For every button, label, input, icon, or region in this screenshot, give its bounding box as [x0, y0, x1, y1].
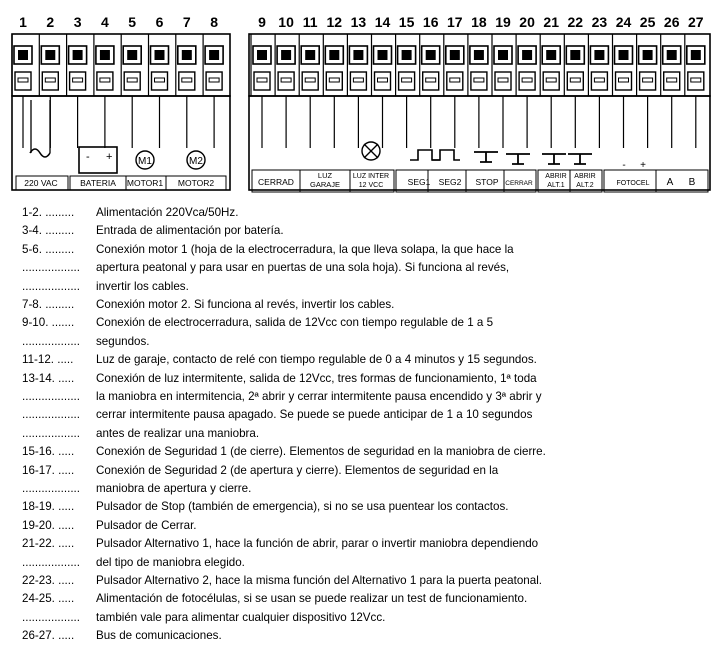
- legend-row: [0, 556, 719, 572]
- legend-row: [0, 390, 719, 406]
- terminal-number: 1: [19, 14, 27, 30]
- legend-row: [0, 408, 719, 424]
- legend-key: 3-4. .........: [22, 224, 75, 238]
- legend-text: Alimentación de fotocélulas, si se usan se puede realizar un test de funcionamiento.: [96, 592, 528, 606]
- legend-row: [0, 353, 719, 369]
- terminal-number: 6: [155, 14, 164, 30]
- legend-key: ..................: [22, 390, 80, 403]
- legend-row: [0, 519, 719, 535]
- legend-text: invertir los cables.: [96, 279, 189, 293]
- terminal-number: 4: [101, 14, 109, 30]
- terminal-number: 19: [495, 14, 511, 30]
- legend-row: [0, 316, 719, 332]
- legend-row: [0, 537, 719, 553]
- legend-text: antes de realizar una maniobra.: [96, 426, 260, 440]
- terminal-number: 7: [182, 14, 191, 30]
- legend-text: Bus de comunicaciones.: [96, 629, 222, 643]
- legend-text: apertura peatonal y para usar en puertas de una sola hoja). Si funciona al revés,: [96, 261, 510, 275]
- terminal-number: 3: [73, 14, 82, 30]
- legend-row: [0, 574, 719, 590]
- legend-row: [0, 298, 719, 314]
- battery-minus-label: -: [86, 151, 90, 163]
- legend-row: [0, 261, 719, 277]
- terminal-number: 25: [639, 14, 656, 30]
- label-luz-garaje-1: LUZ: [317, 171, 333, 180]
- legend-text: Conexión de electrocerradura, salida de 12Vcc con tiempo regulable de 1 a 5: [96, 316, 494, 330]
- legend-text: Alimentación 220Vca/50Hz.: [96, 206, 239, 219]
- legend-row: [0, 224, 719, 240]
- label-220vac: 220 VAC: [24, 178, 58, 188]
- label-abrir-alt2-2: ALT.2: [576, 182, 594, 189]
- legend-row: [0, 464, 719, 480]
- terminal-number: 23: [591, 14, 608, 30]
- legend-row: [0, 500, 719, 516]
- terminal-number: 17: [447, 14, 463, 30]
- legend-key: ..................: [22, 261, 80, 275]
- label-cerrad: CERRAD: [258, 177, 294, 187]
- legend-text: también vale para alimentar cualquier dispositivo 12Vcc.: [96, 610, 386, 624]
- terminal-number: 27: [688, 14, 704, 30]
- legend-key: ..................: [22, 408, 80, 422]
- legend-key: 5-6. .........: [22, 242, 75, 256]
- legend-key: 19-20. .....: [22, 518, 75, 532]
- terminal-number: 9: [258, 14, 266, 30]
- legend-key: 26-27. .....: [22, 629, 75, 643]
- legend-key: 7-8. .........: [22, 298, 75, 311]
- legend-text: Conexión motor 1 (hoja de la electrocerradura, la que lleva solapa, la que hace la: [96, 242, 514, 256]
- motor2-label: M2: [189, 156, 203, 167]
- legend-row: [0, 372, 719, 388]
- terminal-number: 13: [350, 14, 367, 30]
- legend-text: Conexión de Seguridad 1 (de cierre). Elementos de seguridad en la maniobra de cierre.: [96, 445, 546, 459]
- legend-text: Conexión de Seguridad 2 (de apertura y cierre). Elementos de seguridad en la: [96, 463, 499, 477]
- label-luz-garaje-2: GARAJE: [309, 180, 341, 189]
- legend-row: [0, 206, 719, 222]
- legend-key: 9-10. .......: [22, 316, 75, 330]
- legend-row: [0, 592, 719, 608]
- terminal-number: 2: [46, 14, 55, 30]
- legend-key: 15-16. .....: [22, 445, 75, 459]
- terminal-number: 14: [374, 14, 391, 30]
- terminal-number: 20: [519, 14, 535, 30]
- legend-key: ..................: [22, 279, 80, 293]
- legend-row: [0, 427, 719, 443]
- legend-key: 24-25. .....: [22, 592, 75, 606]
- legend-text: Conexión de luz intermitente, salida de 12Vcc, tres formas de funcionamiento, 1ª toda: [96, 371, 537, 385]
- legend-key: 13-14. .....: [22, 371, 75, 385]
- label-luz-inter-2: 12 VCC: [358, 182, 384, 189]
- legend-key: 1-2. .........: [22, 206, 75, 219]
- legend-text: del tipo de maniobra elegido.: [96, 555, 245, 569]
- legend-row: [0, 482, 719, 498]
- motor1-label: M1: [138, 156, 152, 167]
- legend-text: Pulsador Alternativo 2, hace la misma función del Alternativo 1 para la puerta peatonal.: [96, 574, 542, 587]
- legend-key: 18-19. .....: [22, 500, 75, 514]
- label-stop: STOP: [475, 177, 499, 187]
- terminal-number: 11: [302, 14, 318, 30]
- label-motor2: MOTOR2: [177, 178, 215, 188]
- label-motor1: MOTOR1: [126, 178, 164, 188]
- legend-key: ..................: [22, 482, 80, 495]
- battery-plus-label: +: [106, 151, 113, 163]
- legend-key: ..................: [22, 555, 80, 569]
- terminal-number: 8: [210, 14, 218, 30]
- legend-text: Luz de garaje, contacto de relé con tiempo regulable de 0 a 4 minutos y 15 segundos.: [96, 353, 537, 367]
- terminal-number: 24: [615, 14, 632, 30]
- legend-row: [0, 243, 719, 259]
- legend-text: segundos.: [96, 334, 150, 348]
- legend-row: [0, 629, 719, 645]
- legend-key: ..................: [22, 610, 80, 624]
- label-abrir-alt1-1: ABRIR: [545, 173, 567, 180]
- legend-text: la maniobra en intermitencia, 2ª abrir y cerrar intermitente pausa encendido y 3ª abrir y: [96, 390, 542, 403]
- legend-row: [0, 445, 719, 461]
- terminal-number: 12: [326, 14, 343, 30]
- label-luz-inter-1: LUZ INTER: [352, 173, 390, 180]
- terminal-number: 18: [471, 14, 487, 30]
- terminal-number: 21: [543, 14, 559, 30]
- label-abrir-alt2-1: ABRIR: [574, 173, 596, 180]
- terminal-number: 5: [128, 14, 137, 30]
- legend-row: [0, 335, 719, 351]
- legend-row: [0, 611, 719, 627]
- fotocel-plus-label: +: [640, 160, 646, 171]
- label-bateria: BATERIA: [80, 178, 116, 188]
- label-cerrar: CERRAR: [505, 180, 533, 187]
- label-fotocel: FOTOCEL: [616, 180, 650, 187]
- terminal-number: 10: [278, 14, 294, 30]
- label-seg2: SEG2: [438, 177, 462, 187]
- legend-text: Pulsador de Stop (también de emergencia), si no se usa puentear los contactos.: [96, 500, 509, 514]
- legend-key: ..................: [22, 334, 80, 348]
- legend-text: Conexión motor 2. Si funciona al revés, invertir los cables.: [96, 298, 395, 311]
- legend-key: 21-22. .....: [22, 537, 75, 551]
- legend-row: [0, 280, 719, 296]
- terminal-number: 22: [567, 14, 584, 30]
- legend-text: Entrada de alimentación por batería.: [96, 224, 284, 238]
- label-b: B: [688, 177, 696, 188]
- label-abrir-alt1-2: ALT.1: [547, 182, 565, 189]
- legend-text: Pulsador Alternativo 1, hace la función de abrir, parar o invertir maniobra dependiendo: [96, 537, 539, 551]
- legend-text: Pulsador de Cerrar.: [96, 518, 197, 532]
- label-a: A: [666, 177, 674, 188]
- legend-key: ..................: [22, 426, 80, 440]
- terminal-number: 16: [422, 14, 439, 30]
- label-seg1: SEG1: [407, 177, 431, 187]
- terminal-number: 15: [398, 14, 415, 30]
- legend-key: 22-23. .....: [22, 574, 75, 587]
- fotocel-minus-label: -: [622, 160, 626, 171]
- legend-key: 11-12. .....: [22, 353, 74, 367]
- legend-text: maniobra de apertura y cierre.: [96, 482, 252, 495]
- legend-key: 16-17. .....: [22, 463, 75, 477]
- terminal-number: 26: [663, 14, 680, 30]
- legend-text: cerrar intermitente pausa apagado. Se puede se puede anticipar de 1 a 10 segundos: [96, 408, 533, 422]
